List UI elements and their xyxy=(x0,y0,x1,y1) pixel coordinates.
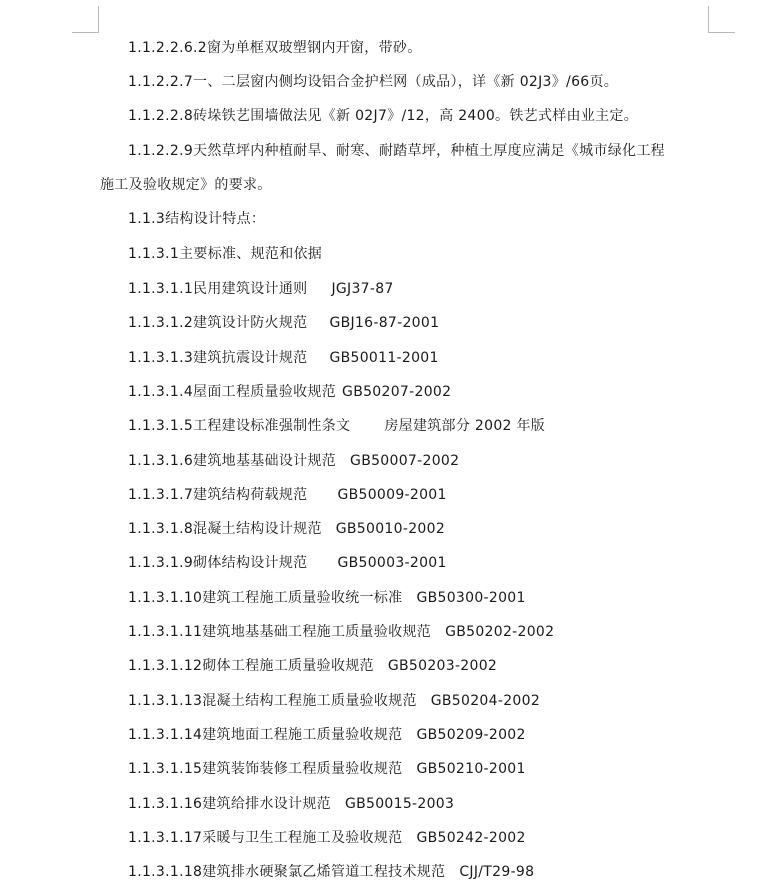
standard-code: GBJ16-87-2001 xyxy=(329,315,440,332)
standard-code: GB50007-2002 xyxy=(350,452,460,469)
standard-item[interactable] xyxy=(128,554,728,572)
standard-name: 混凝土结构工程施工质量验收规范 xyxy=(202,692,417,709)
standard-item[interactable] xyxy=(128,863,728,881)
standard-number: 1.1.3.1.10 xyxy=(128,589,203,606)
standard-item[interactable] xyxy=(128,417,728,435)
standard-item[interactable] xyxy=(128,760,728,778)
standard-number: 1.1.3.1.9 xyxy=(128,555,194,572)
standard-name: 工程建设标准强制性条文 xyxy=(193,418,351,435)
standard-number: 1.1.3.1.8 xyxy=(128,521,194,538)
standard-name: 建筑设计防火规范 xyxy=(193,315,308,332)
standard-number: 1.1.3.1.11 xyxy=(128,624,203,640)
standard-item[interactable] xyxy=(128,692,728,710)
standard-code: GB50207-2002 xyxy=(342,383,452,400)
standard-name: 建筑装饰装修工程质量验收规范 xyxy=(202,761,403,778)
standard-code: GB50010-2002 xyxy=(335,521,446,538)
paragraph-fence[interactable] xyxy=(128,107,728,125)
standard-item[interactable] xyxy=(128,314,728,332)
paragraph-lawn[interactable] xyxy=(100,142,728,194)
standard-code: GB50202-2002 xyxy=(445,624,555,640)
standard-item[interactable] xyxy=(128,726,728,744)
standard-item[interactable] xyxy=(128,349,728,367)
standard-item[interactable] xyxy=(128,657,728,675)
standard-item[interactable] xyxy=(128,589,728,607)
standard-item[interactable] xyxy=(128,452,728,470)
standard-code: GB50209-2002 xyxy=(416,726,526,743)
standard-code: CJJ/T29-98 xyxy=(459,864,535,881)
standard-name: 砌体结构设计规范 xyxy=(193,555,308,572)
paragraph-text: 一、二层窗内侧均设铝合金护栏网（成品），详《新 02J3》/66页。 xyxy=(193,74,619,90)
paragraph-text: 砖垛铁艺围墙做法见《新 02J7》/12，高 2400。铁艺式样由业主定。 xyxy=(193,108,639,124)
paragraph-text: 天然草坪内种植耐旱、耐寒、耐踏草坪，种植土厚度应满足《城市绿化工程 xyxy=(193,143,665,159)
standard-number: 1.1.3.1.7 xyxy=(128,486,194,503)
paragraph-number: 1.1.2.2.7 xyxy=(128,74,194,90)
paragraph-text: 窗为单框双玻塑钢内开窗，带砂。 xyxy=(207,40,422,56)
standard-name: 混凝土结构设计规范 xyxy=(193,521,322,538)
standard-name: 建筑工程施工质量验收统一标准 xyxy=(202,589,403,606)
standard-name: 建筑排水硬聚氯乙烯管道工程技术规范 xyxy=(202,864,446,881)
standard-name: 建筑地基基础工程施工质量验收规范 xyxy=(202,624,432,640)
standard-name: 民用建筑设计通则 xyxy=(193,281,308,297)
standard-code: GB50003-2001 xyxy=(337,555,447,572)
standard-number: 1.1.3.1.1 xyxy=(128,281,194,297)
standard-name: 建筑地面工程施工质量验收规范 xyxy=(202,726,403,743)
standard-code: GB50300-2001 xyxy=(416,589,526,606)
standard-name: 建筑结构荷载规范 xyxy=(193,486,308,503)
standard-number: 1.1.3.1.12 xyxy=(128,658,203,675)
standard-item[interactable] xyxy=(128,623,728,641)
paragraph-text: 主要标准、规范和依据 xyxy=(179,246,323,262)
standard-code: 房屋建筑部分 2002 年版 xyxy=(384,418,546,435)
standard-number: 1.1.3.1.18 xyxy=(128,864,203,881)
standard-number: 1.1.3.1.15 xyxy=(128,761,203,778)
standard-name: 砌体工程施工质量验收规范 xyxy=(202,658,374,675)
standard-code: GB50203-2002 xyxy=(387,658,498,675)
standard-number: 1.1.3.1.3 xyxy=(128,349,194,366)
standard-code: GB50009-2001 xyxy=(337,486,447,503)
standard-item[interactable] xyxy=(128,520,728,538)
standard-name: 建筑地基基础设计规范 xyxy=(193,452,337,469)
standard-code: GB50011-2001 xyxy=(329,349,439,366)
paragraph-continuation: 施工及验收规定》的要求。 xyxy=(100,177,272,193)
standard-code: JGJ37-87 xyxy=(331,281,394,297)
standard-number: 1.1.3.1.5 xyxy=(128,418,194,435)
page-corner-mark-top-right xyxy=(708,6,735,33)
standard-number: 1.1.3.1.17 xyxy=(128,829,203,846)
standard-name: 建筑抗震设计规范 xyxy=(193,349,308,366)
standard-item[interactable] xyxy=(128,829,728,847)
paragraph-text: 结构设计特点： xyxy=(165,211,266,227)
page-corner-mark-top-left xyxy=(72,6,99,33)
standard-code: GB50242-2002 xyxy=(416,829,526,846)
standard-number: 1.1.3.1.2 xyxy=(128,315,194,332)
standard-number: 1.1.3.1.13 xyxy=(128,692,203,709)
standard-code: GB50204-2002 xyxy=(430,692,541,709)
standard-number: 1.1.3.1.4 xyxy=(128,383,194,400)
standard-name: 采暖与卫生工程施工及验收规范 xyxy=(202,829,403,846)
paragraph-window-type[interactable] xyxy=(128,39,728,57)
standard-item[interactable] xyxy=(128,280,728,298)
standard-item[interactable] xyxy=(128,383,728,401)
section-heading-standards[interactable] xyxy=(128,245,728,263)
paragraph-number: 1.1.2.2.6.2 xyxy=(128,40,207,56)
standard-code: GB50015-2003 xyxy=(344,795,455,812)
standard-item[interactable] xyxy=(128,795,728,813)
paragraph-number: 1.1.3.1 xyxy=(128,246,180,262)
standard-name: 建筑给排水设计规范 xyxy=(202,795,331,812)
standard-number: 1.1.3.1.16 xyxy=(128,795,203,812)
standard-code: GB50210-2001 xyxy=(416,761,526,778)
paragraph-number: 1.1.2.2.8 xyxy=(128,108,194,124)
standard-number: 1.1.3.1.14 xyxy=(128,726,203,743)
standard-item[interactable] xyxy=(128,486,728,504)
section-heading-structure[interactable] xyxy=(128,210,728,228)
standard-number: 1.1.3.1.6 xyxy=(128,452,194,469)
standard-name: 屋面工程质量验收规范 xyxy=(193,383,337,400)
paragraph-number: 1.1.3 xyxy=(128,211,166,227)
paragraph-window-guard[interactable] xyxy=(128,73,728,91)
paragraph-number: 1.1.2.2.9 xyxy=(128,143,194,159)
